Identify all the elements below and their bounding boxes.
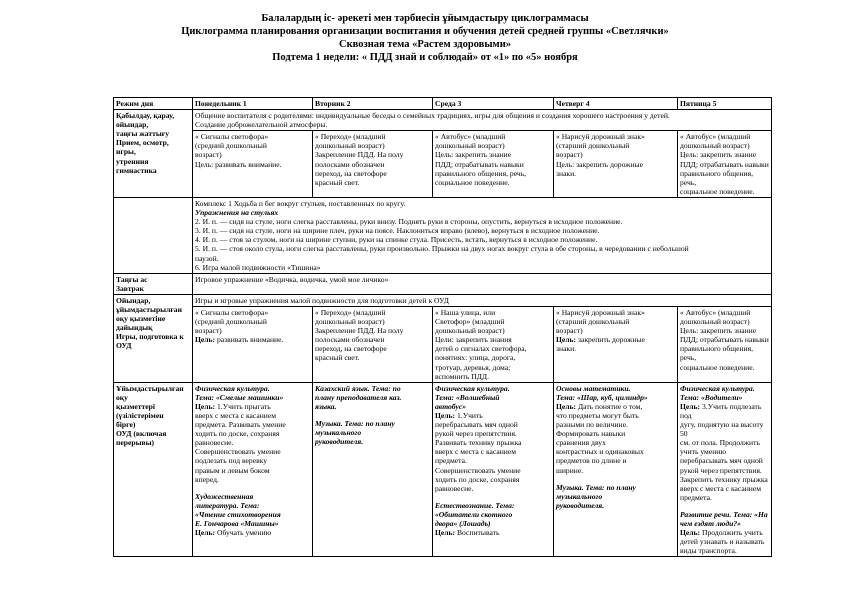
column-header-friday: Пятница 5 bbox=[678, 98, 772, 110]
schedule-table bbox=[113, 97, 772, 557]
games-common-cell: Игры и игровые упражнения малой подвижности для подготовки детей к ОУД bbox=[193, 294, 772, 306]
document-header bbox=[0, 12, 850, 64]
exercise-item: паузой. bbox=[195, 253, 219, 263]
games-friday-cell: « Автобус» (младший дошкольный возраст) Цель: закрепить знание ПДД; отрабатывать навыки правильного общения, речь, социальное поведение. bbox=[678, 306, 772, 382]
table-row-morning-common bbox=[114, 110, 772, 131]
morning-common-cell: Общение воспитателя с родителями: индивидуальные беседы о семейных традициях, игры для общения и создания хорошего настроения у детей. Создание доброжелательной атмосферы. bbox=[193, 110, 772, 131]
morning-tuesday-cell: « Переход» (младший дошкольный возраст) Закрепление ПДД. На полу полосками обозначен переход, на светофоре красный свет. bbox=[313, 131, 433, 198]
column-header-tuesday: Вторник 2 bbox=[313, 98, 433, 110]
exercise-item: 6. Игра малой подвижности «Тишина» bbox=[195, 262, 321, 272]
exercise-item: 4. И. п. — стоя за стулом, ноги на ширине ступни, руки на спинке стула. Присесть, встать, вернуться в исходное положение. bbox=[195, 235, 598, 245]
table-row-games-days bbox=[114, 306, 772, 382]
header-title-russian: Циклограмма планирования организации воспитания и обучения детей средней группы «Светлячки» bbox=[181, 26, 669, 37]
row-label-games: Ойындар, ұйымдастырылған оқу қызметіне дайындық Игры, подготовка к ОУД bbox=[114, 294, 193, 382]
column-header-monday: Понедельник 1 bbox=[193, 98, 313, 110]
header-title-kazakh: Балалардың іс- әрекеті мен тәрбиесін ұйымдастыру циклограммасы bbox=[261, 13, 589, 24]
oud-wednesday-cell: Физическая культура. Тема: «Волшебный автобус» Цель: 1.Учить перебрасывать мяч одной рукой через препятствия. Развивать технику прыжка вверх с места с касанием предмета. Совершенствовать умение ходить по доске, сохраняя равновесие. Естествознание. Тема: «Обитатели скотного двора» (Лошадь) Цель: Воспитывать bbox=[433, 382, 554, 557]
table-row-morning-days bbox=[114, 131, 772, 198]
header-subtheme: Подтема 1 недели: « ПДД знай и соблюдай» от «1» по «5» ноября bbox=[272, 52, 578, 63]
exercise-item: 3. И. п. — сидя на стуле, ноги на ширине плеч, руки на поясе. Наклониться вправо (влево), вернуться в исходное положение. bbox=[195, 226, 600, 236]
oud-friday-cell: Физическая культура. Тема: «Водители» Цель: 3.Учить подлезать под дугу, поднятую на высоту 50 см. от пола. Продолжить учить умению перебрасывать мяч одной рукой через препятствия. Закрепить технику прыжка вверх с места с касанием предмета. Развитие речи. Тема: «На чем ездят люди?» Цель: Продолжить учить детей узнавать и называть виды транспорта. bbox=[678, 382, 772, 557]
column-header-thursday: Четверг 4 bbox=[554, 98, 678, 110]
morning-wednesday-cell: « Автобус» (младший дошкольный возраст) Цель: закрепить знание ПДД; отрабатывать навыки правильного общения, речь, социальное поведение. bbox=[433, 131, 554, 198]
games-tuesday-cell: « Переход» (младший дошкольный возраст) Закрепление ПДД. На полу полосками обозначен переход, на светофоре красный свет. bbox=[313, 306, 433, 382]
exercise-item: 2. И. п. — сидя на стуле, ноги слегка расставлены, руки внизу. Поднять руки в стороны, опустить, вернуться в исходное положение. bbox=[195, 217, 623, 227]
morning-thursday-cell: « Нарисуй дорожный знак» (старший дошкольный возраст) Цель: закрепить дорожные знаки. bbox=[554, 131, 678, 198]
table-row-exercises bbox=[114, 197, 772, 273]
table-row-oud bbox=[114, 382, 772, 557]
oud-monday-cell: Физическая культура. Тема: «Смелые машинки» Цель: 1.Учить прыгать вверх с места с касанием предмета. Развивать умение ходить по доске, сохраняя равновесие. Совершенствовать умение подлезать под веревку правым и левым боком вперед. Художественная литература. Тема: «Чтение стихотворения Е. Гончарова «Машины» Цель: Обучать умению bbox=[193, 382, 313, 557]
games-monday-cell: « Сигналы светофора» (средний дошкольный возраст) Цель: развивать внимание. bbox=[193, 306, 313, 382]
column-header-wednesday: Среда 3 bbox=[433, 98, 554, 110]
exercises-label-cell bbox=[114, 197, 193, 273]
table-row-games-common bbox=[114, 294, 772, 306]
exercises-title: Упражнения на стульях bbox=[195, 208, 279, 218]
breakfast-cell: Игровое упражнение «Водичка, водичка, умой мое личико» bbox=[193, 273, 772, 294]
morning-monday-cell: « Сигналы светофора» (средний дошкольный возраст) Цель: развивать внимание. bbox=[193, 131, 313, 198]
table-header-row bbox=[114, 98, 772, 110]
row-label-oud: Ұйымдастырылған оқу қызметтері (үзілістерімен бірге) ОУД (включая перерывы) bbox=[114, 382, 193, 557]
exercises-cell: Комплекс 1 Ходьба п бег вокруг стульев, поставленных по кругу. Упражнения на стульях 2. И. п. — сидя на стуле, ноги слегка расставлены, руки внизу. Поднять руки в стороны, опустить, вернуться в исходное положение. 3. И. п. — сидя на стуле, ноги на ширине плеч, руки на поясе. Наклониться вправо (влево), вернуться в исходное положение. 4. И. п. — стоя за стулом, ноги на ширине ступни, руки на спинке стула. Присесть, встать, вернуться в исходное положение. 5. И. п. — стоя около стула, ноги слегка расставлены, руки произвольно. Прыжки на двух ногах вокруг стула в обе стороны, в чередовании с небольшой паузой. 6. Игра малой подвижности «Тишина» bbox=[193, 197, 772, 273]
row-label-breakfast: Таңғы ас Завтрак bbox=[114, 273, 193, 294]
exercise-item: 5. И. п. — стоя около стула, ноги слегка расставлены, руки произвольно. Прыжки на двух ногах вокруг стула в обе стороны, в чередовании с небольшой bbox=[195, 244, 689, 254]
games-thursday-cell: « Нарисуй дорожный знак» (старший дошкольный возраст) Цель: закрепить дорожные знаки. bbox=[554, 306, 678, 382]
header-theme: Сквозная тема «Растем здоровыми» bbox=[339, 39, 511, 50]
games-wednesday-cell: « Наша улица, или Светофор» (младший дошкольный возраст) Цели: закрепить знания детей о сигналах светофора, понятиях: улица, дорога, тротуар, деревья, дома; вспомнить ПДД. bbox=[433, 306, 554, 382]
table-row-breakfast bbox=[114, 273, 772, 294]
oud-tuesday-cell: Казахский язык. Тема: по плану преподавателя каз. языка. Музыка. Тема: по плану музыкального руководителя. bbox=[313, 382, 433, 557]
morning-friday-cell: « Автобус» (младший дошкольный возраст) Цель: закрепить знание ПДД; отрабатывать навыки правильного общения, речь, социальное поведение. bbox=[678, 131, 772, 198]
row-label-morning: Қабылдау, қарау, ойындар, таңғы жаттығу Прием, осмотр, игры, утренния гимнастика bbox=[114, 110, 193, 198]
column-header-regime: Режим дня bbox=[114, 98, 193, 110]
oud-thursday-cell: Основы математики. Тема: «Шар, куб, цилиндр» Цель: Дать понятие о том, что предметы могут быть разными по величине. Формировать навыки сравнения двух контрастных и одинаковых предметов по длине и ширине. Музыка. Тема: по плану музыкального руководителя. bbox=[554, 382, 678, 557]
